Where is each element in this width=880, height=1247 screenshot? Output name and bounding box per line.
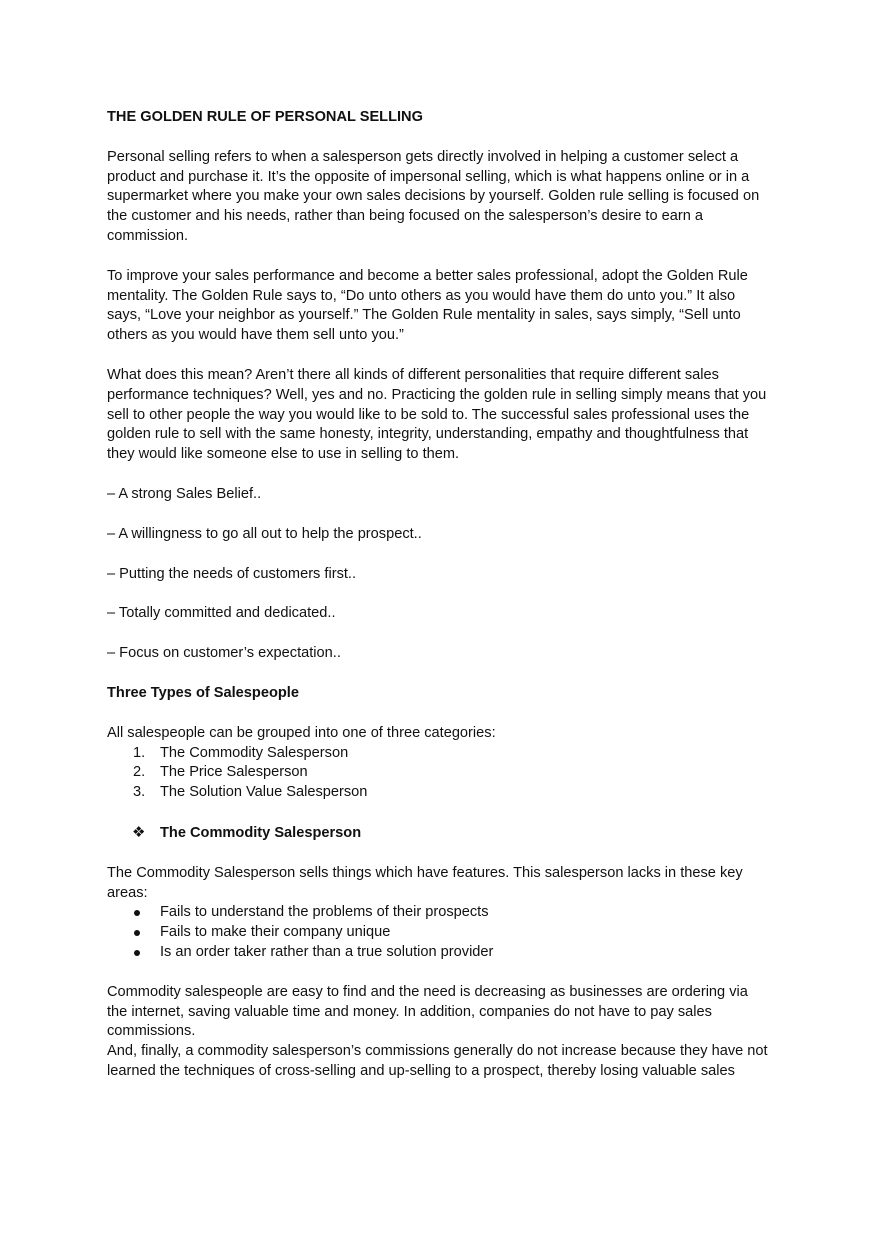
types-list: [107, 744, 772, 803]
types-intro: All salespeople can be grouped into one of three categories:: [107, 724, 496, 741]
list-item-text: The Solution Value Salesperson: [160, 784, 368, 801]
document-body: [107, 100, 772, 1082]
list-item-text: Is an order taker rather than a true solution provider: [160, 943, 494, 960]
list-number: 1.: [133, 744, 146, 761]
list-number: 3.: [133, 784, 146, 801]
paragraph-commodity-commissions: And, finally, a commodity salesperson’s commissions generally do not increase because they have not learned the techniques of cross-selling and up-selling to a prospect, thereby losing valuable sales: [107, 1043, 768, 1079]
commodity-weakness-list: [107, 903, 772, 962]
list-item-text: The Commodity Salesperson: [160, 744, 349, 761]
list-item: [107, 923, 772, 943]
dash-item: – Putting the needs of customers first..: [107, 565, 357, 582]
list-item: [107, 744, 772, 764]
paragraph-golden-rule: To improve your sales performance and become a better sales professional, adopt the Golden Rule mentality. The Golden Rule says to, “Do unto others as you would have them do unto you.” It also says, “Love your neighbor as yourself.” The Golden Rule mentality in sales, says simply, “Sell unto others as you would have them sell unto you.”: [107, 267, 748, 344]
commodity-intro: The Commodity Salesperson sells things which have features. This salesperson lacks in these key areas:: [107, 864, 743, 901]
list-item: [107, 943, 772, 963]
list-number: 2.: [133, 764, 146, 781]
paragraph-what-does-this-mean: What does this mean? Aren’t there all kinds of different personalities that require different sales performance techniques? Well, yes and no. Practicing the golden rule in selling simply means that you sell to other people the way you would like to be sold to. The successful sales professional uses the golden rule to sell with the same honesty, integrity, understanding, empathy and thoughtfulness that they would like someone else to use in selling to them.: [107, 366, 767, 463]
dash-item: – A strong Sales Belief..: [107, 485, 262, 502]
paragraph-personal-selling: Personal selling refers to when a salesperson gets directly involved in helping a customer select a product and purchase it. It’s the opposite of impersonal selling, which is what happens online or in a supermarket where you make your own sales decisions by yourself. Golden rule selling is focused on the customer and his needs, rather than being focused on the salesperson’s desire to earn a commission.: [107, 148, 760, 244]
document-title: THE GOLDEN RULE OF PERSONAL SELLING: [107, 109, 423, 125]
list-item-text: Fails to understand the problems of their prospects: [160, 904, 489, 921]
list-item: [107, 903, 772, 923]
section-heading-types: Three Types of Salespeople: [107, 684, 299, 701]
subheading-commodity-salesperson: [107, 824, 772, 844]
bullet-icon: [134, 950, 140, 956]
subheading-text: The Commodity Salesperson: [160, 824, 362, 841]
dash-item: – Focus on customer’s expectation..: [107, 645, 341, 662]
paragraph-commodity-salespeople: Commodity salespeople are easy to find and the need is decreasing as businesses are ordering via the internet, saving valuable time and money. In addition, companies do not have to pay sales commissions.: [107, 983, 748, 1040]
list-item-text: Fails to make their company unique: [160, 924, 391, 941]
dash-item: – Totally committed and dedicated..: [107, 605, 336, 622]
list-item-text: The Price Salesperson: [160, 764, 308, 781]
bullet-icon: [134, 930, 140, 936]
dash-item: – A willingness to go all out to help the prospect..: [107, 525, 422, 542]
list-item: [107, 763, 772, 783]
diamond-bullet-icon: ❖: [132, 823, 146, 841]
list-item: [107, 783, 772, 803]
bullet-icon: [134, 910, 140, 916]
